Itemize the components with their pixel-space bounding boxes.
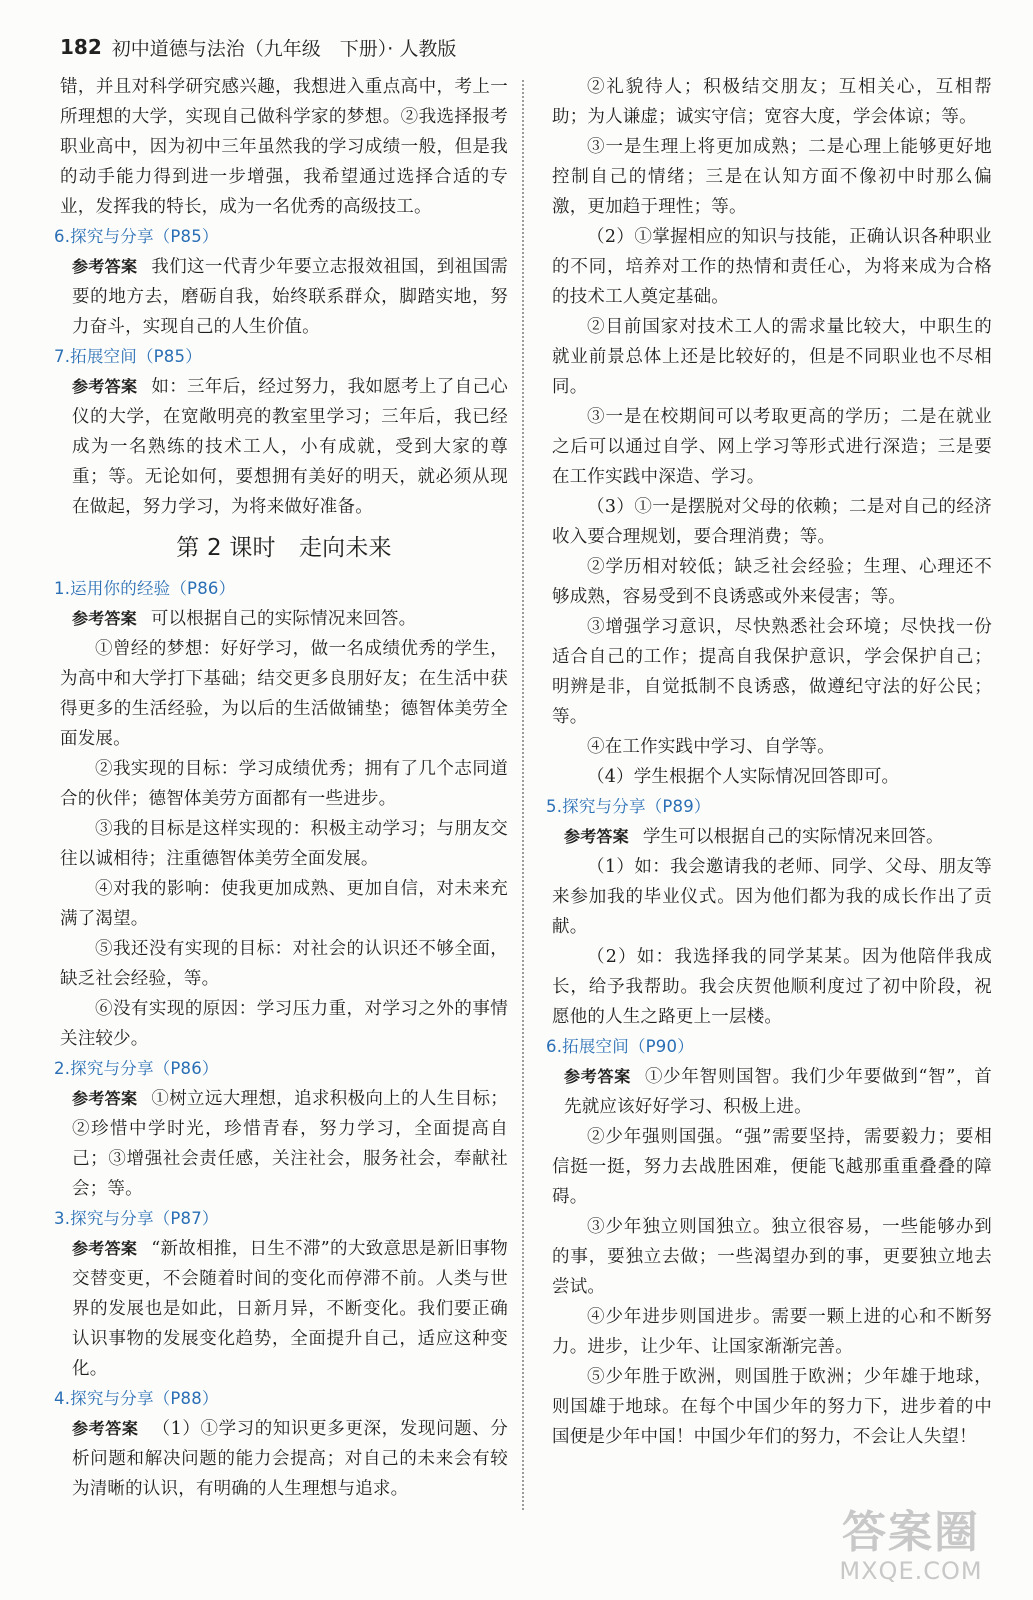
answer-label: 参考答案 [72, 377, 138, 396]
answer-item: （2）如：我选择我的同学某某。因为他陪伴我成长，给予我帮助。我会庆贺他顺利度过了初中阶段，祝愿他的人生之路更上一层楼。 [552, 947, 992, 1027]
answer-text: 如：三年后，经过努力，我如愿考上了自己心仪的大学，在宽敞明亮的教室里学习；三年后，我已经成为一名熟练的技术工人，小有成就，受到大家的尊重；等。无论如何，要想拥有美好的明天，就必须从现在做起，努力学习，为将来做好准备。 [72, 377, 508, 517]
answer-item: ②我实现的目标：学习成绩优秀；拥有了几个志同道合的伙伴；德智体美劳方面都有一些进步。 [60, 759, 508, 809]
answer-item: ④对我的影响：使我更加成熟、更加自信，对未来充满了渴望。 [60, 879, 508, 929]
left-column [54, 72, 508, 1504]
section-heading: 6.探究与分享（P85） [54, 227, 219, 246]
section-heading: 4.探究与分享（P88） [54, 1389, 219, 1408]
answer-item: ④在工作实践中学习、自学等。 [587, 737, 835, 757]
answer-item: ②少年强则国强。“强”需要坚持，需要毅力；要相信挺一挺，努力去战胜困难，便能飞越那重重叠叠的障碍。 [552, 1127, 992, 1207]
answer-item: ⑤少年胜于欧洲，则国胜于欧洲；少年雄于地球，则国雄于地球。在每个中国少年的努力下，进步着的中国便是少年中国！中国少年们的努力，不会让人失望！ [552, 1367, 992, 1447]
answer-item: ③增强学习意识，尽快熟悉社会环境；尽快找一份适合自己的工作；提高自我保护意识，学会保护自己；明辨是非，自觉抵制不良诱惑，做遵纪守法的好公民；等。 [552, 617, 992, 727]
answer-label: 参考答案 [564, 827, 629, 846]
answer-paragraph [60, 252, 508, 342]
answer-paragraph [552, 1062, 992, 1122]
answer-item: （2）①掌握相应的知识与技能，正确认识各种职业的不同，培养对工作的热情和责任心，为将来成为合格的技术工人奠定基础。 [552, 227, 992, 307]
answer-paragraph [60, 604, 508, 634]
answer-item: ③我的目标是这样实现的：积极主动学习；与朋友交往以诚相待；注重德智体美劳全面发展。 [60, 819, 508, 869]
answer-text: 可以根据自己的实际情况来回答。 [150, 609, 417, 629]
answer-item: （4）学生根据个人实际情况回答即可。 [587, 767, 900, 787]
answer-paragraph [552, 822, 992, 852]
section-heading: 7.拓展空间（P85） [54, 347, 202, 366]
book-title: 初中道德与法治（九年级 下册）· 人教版 [111, 37, 457, 60]
answer-item: ⑥没有实现的原因：学习压力重，对学习之外的事情关注较少。 [60, 999, 508, 1049]
answer-text: “新故相推，日生不滞”的大致意思是新旧事物交替变更，不会随着时间的变化而停滞不前。人类与世界的发展也是如此，日新月异，不断变化。我们要正确认识事物的发展变化趋势，全面提升自己，适应这种变化。 [72, 1239, 508, 1379]
intro-paragraph: 错，并且对科学研究感兴趣，我想进入重点高中，考上一所理想的大学，实现自己做科学家的梦想。②我选择报考职业高中，因为初中三年虽然我的学习成绩一般，但是我的动手能力得到进一步增强，我希望通过选择合适的专业，发挥我的特长，成为一名优秀的高级技工。 [60, 77, 508, 217]
answer-item: ③少年独立则国独立。独立很容易，一些能够办到的事，要独立去做；一些渴望办到的事，更要独立地去尝试。 [552, 1217, 992, 1297]
answer-text: ①少年智则国智。我们少年要做到“智”，首先就应该好好学习、积极上进。 [564, 1067, 992, 1117]
answer-item: （3）①一是摆脱对父母的依赖；二是对自己的经济收入要合理规划，要合理消费；等。 [552, 497, 992, 547]
answer-text: 学生可以根据自己的实际情况来回答。 [642, 827, 944, 847]
answer-paragraph [60, 1084, 508, 1204]
section-heading: 1.运用你的经验（P86） [54, 579, 236, 598]
answer-item: （1）如：我会邀请我的老师、同学、父母、朋友等来参加我的毕业仪式。因为他们都为我的成长作出了贡献。 [552, 857, 992, 937]
answer-text: 我们这一代青少年要立志报效祖国，到祖国需要的地方去，磨砺自我，始终联系群众，脚踏实地，努力奋斗，实现自己的人生价值。 [72, 257, 508, 337]
right-column [546, 72, 992, 1452]
answer-item: ⑤我还没有实现的目标：对社会的认识还不够全面，缺乏社会经验，等。 [60, 939, 508, 989]
answer-item: ③一是生理上将更加成熟；二是心理上能够更好地控制自己的情绪；三是在认知方面不像初中时那么偏激，更加趋于理性；等。 [552, 137, 992, 217]
answer-text: （1）①学习的知识更多更深，发现问题、分析问题和解决问题的能力会提高；对自己的未来会有较为清晰的认识，有明确的人生理想与追求。 [72, 1419, 508, 1499]
answer-paragraph [60, 372, 508, 522]
answer-label: 参考答案 [72, 609, 137, 628]
answer-paragraph [60, 1234, 508, 1384]
answer-paragraph [60, 1414, 508, 1504]
page-number: 182 [60, 35, 102, 59]
answer-label: 参考答案 [564, 1067, 631, 1086]
answer-label: 参考答案 [72, 1239, 138, 1258]
section-heading: 2.探究与分享（P86） [54, 1059, 219, 1078]
answer-label: 参考答案 [72, 1089, 138, 1108]
answer-item: ③一是在校期间可以考取更高的学历；二是在就业之后可以通过自学、网上学习等形式进行深造；三是要在工作实践中深造、学习。 [552, 407, 992, 487]
column-divider [522, 80, 524, 1510]
page-header [60, 30, 993, 64]
answer-item: ①曾经的梦想：好好学习，做一名成绩优秀的学生，为高中和大学打下基础；结交更多良朋好友；在生活中获得更多的生活经验，为以后的生活做铺垫；德智体美劳全面发展。 [60, 639, 508, 749]
answer-item: ②目前国家对技术工人的需求量比较大，中职生的就业前景总体上还是比较好的，但是不同职业也不尽相同。 [552, 317, 992, 397]
watermark-logo-text: 答案圈 [842, 1507, 980, 1558]
lesson-title: 第 2 课时 走向未来 [176, 535, 392, 561]
answer-label: 参考答案 [72, 257, 138, 276]
answer-item: ②礼貌待人；积极结交朋友；互相关心，互相帮助；为人谦虚；诚实守信；宽容大度，学会体谅；等。 [552, 77, 992, 127]
section-heading: 5.探究与分享（P89） [546, 797, 711, 816]
section-heading: 3.探究与分享（P87） [54, 1209, 219, 1228]
section-heading: 6.拓展空间（P90） [546, 1037, 694, 1056]
answer-item: ④少年进步则国进步。需要一颗上进的心和不断努力。进步，让少年、让国家渐渐完善。 [552, 1307, 992, 1357]
site-watermark [811, 1508, 1011, 1588]
watermark-url: MXQE.COM [839, 1557, 983, 1585]
answer-item: ②学历相对较低；缺乏社会经验；生理、心理还不够成熟，容易受到不良诱惑或外来侵害；等。 [552, 557, 992, 607]
answer-label: 参考答案 [72, 1419, 139, 1438]
answer-text: ①树立远大理想，追求积极向上的人生目标；②珍惜中学时光，珍惜青春，努力学习，全面提高自己；③增强社会责任感，关注社会，服务社会，奉献社会；等。 [72, 1089, 508, 1199]
